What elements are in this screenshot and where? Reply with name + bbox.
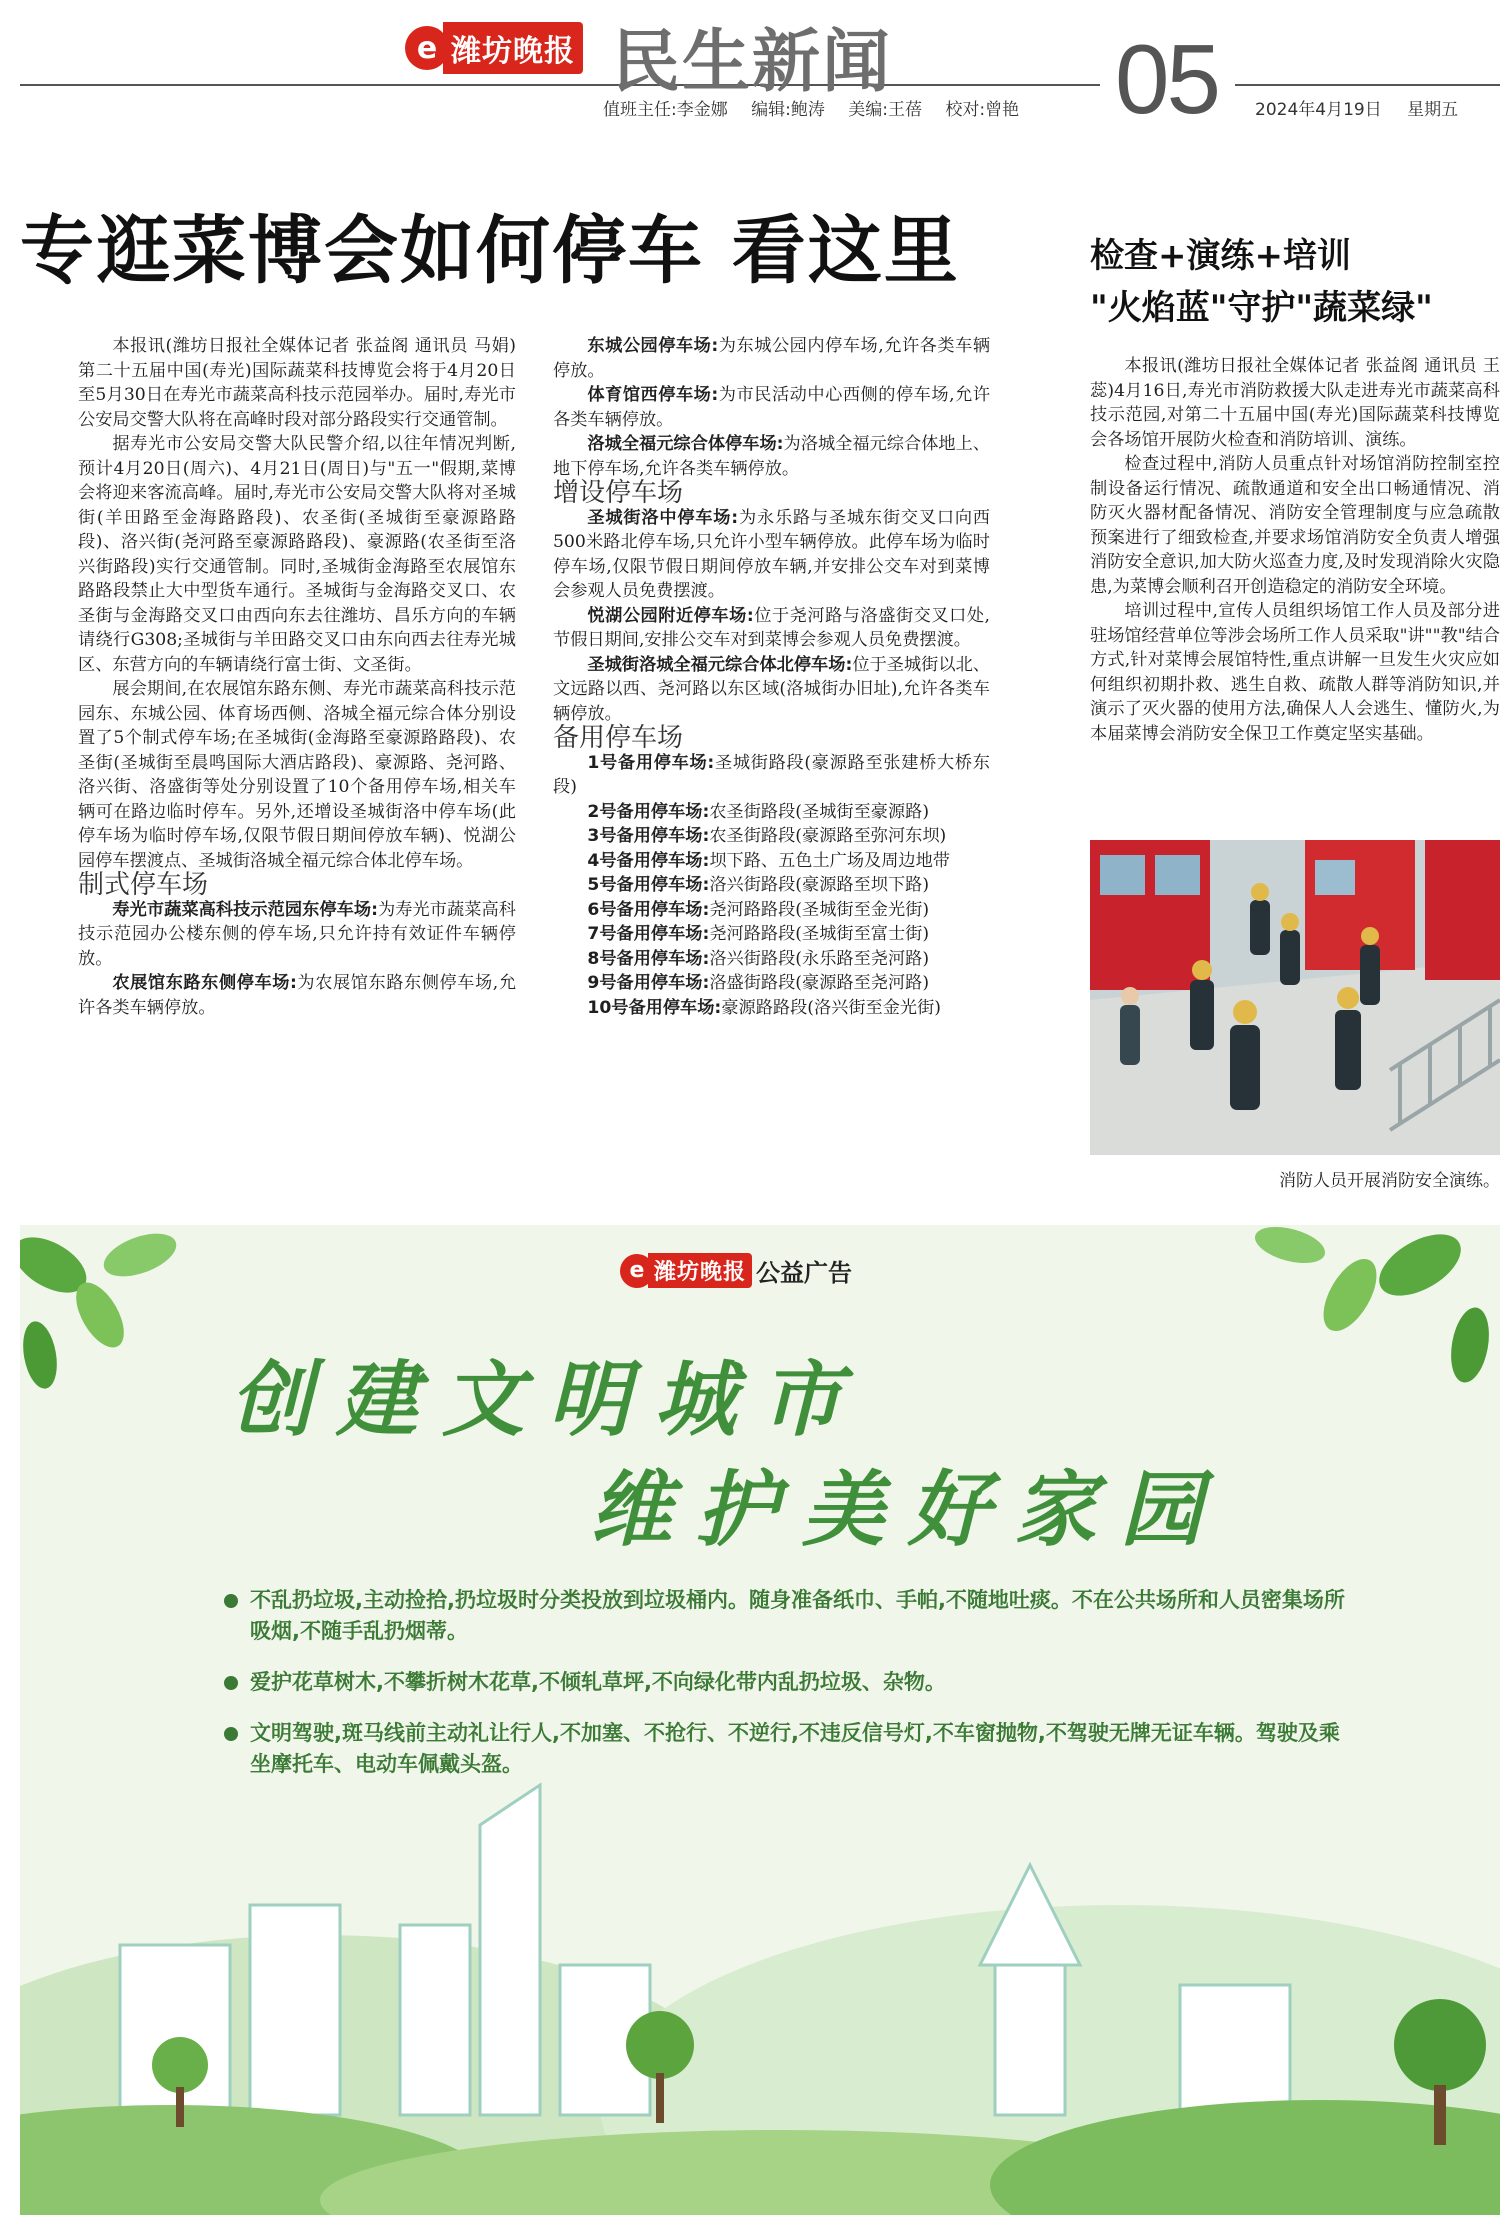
parking-desc: 坝下路、五色土广场及周边地带 — [709, 850, 950, 871]
staff-credit: 编辑:鲍涛 — [751, 100, 825, 120]
leaf-cluster-left — [20, 1225, 182, 1391]
parking-desc: 尧河路路段(圣城街至金光街) — [709, 899, 930, 920]
staff-credits — [603, 95, 1037, 120]
logo-text: 潍坊晚报 — [648, 1253, 752, 1288]
parking-name: 体育馆西停车场: — [587, 385, 719, 405]
ad-guideline-text: 文明驾驶,斑马线前主动礼让行人,不加塞、不抢行、不逆行,不违反信号灯,不车窗抛物,不驾驶无牌无证车辆。驾驶及乘坐摩托车、电动车佩戴头盔。 — [250, 1721, 1340, 1776]
ad-guideline-item — [220, 1718, 1360, 1780]
parking-entry — [553, 653, 990, 727]
parking-desc: 为寿光市蔬菜高科技示范园办公楼东侧的停车场,只允许持有效证件车辆停放。 — [78, 899, 516, 969]
side-title-line: "火焰蓝"守护"蔬菜绿" — [1090, 288, 1433, 328]
leaf-cluster-right — [1251, 1225, 1494, 1386]
bullet-icon — [224, 1727, 238, 1741]
parking-desc: 尧河路路段(圣城街至富士街) — [709, 924, 930, 944]
staff-credit: 值班主任:李金娜 — [603, 100, 728, 120]
ad-guideline-item — [220, 1585, 1360, 1647]
parking-desc: 洛盛街路段(豪源路至尧河路) — [709, 973, 930, 993]
parking-name: 7号备用停车场: — [587, 924, 710, 944]
article-column-1 — [78, 334, 516, 1020]
backup-parking-entry — [553, 922, 990, 947]
fire-drill-illustration — [1090, 840, 1500, 1155]
ad-header — [620, 1253, 852, 1288]
article-paragraph: 据寿光市公安局交警大队民警介绍,以往年情况判断,预计4月20日(周六)、4月21日(周日)与"五一"假期,菜博会将迎来客流高峰。届时,寿光市公安局交警大队将对圣城街(羊田路至金海路路段)、农圣街(圣城街至豪源路路段)、洛兴街(尧河路至豪源路路段)、豪源路(农圣街至洛兴街路段)实行交通管制。同时,圣城街金海路至农展馆东路路段禁止大中型货车通行。圣城街与金海路交叉口、农圣街与金海路交叉口由西向东去往潍坊、昌乐方向的车辆请绕行G308;圣城街与羊田路交叉口由东向西去往寿光城区、东营方向的车辆请绕行富士街、文圣街。 — [78, 434, 516, 675]
masthead — [0, 0, 1500, 134]
parking-name: 3号备用停车场: — [587, 826, 710, 846]
parking-entry — [553, 334, 990, 383]
parking-name: 圣城街洛城全福元综合体北停车场: — [587, 654, 853, 675]
staff-credit: 美编:王蓓 — [848, 100, 923, 120]
parking-desc: 位于尧河路与洛盛街交叉口处,节假日期间,安排公交车对到菜博会参观人员免费摆渡。 — [553, 605, 990, 650]
logo-mark-icon: e — [405, 26, 449, 70]
side-title-line: 检查+演练+培训 — [1090, 236, 1351, 276]
article-column-2 — [553, 334, 990, 1020]
parking-name: 8号备用停车场: — [587, 948, 710, 969]
issue-date: 2024年4月19日 — [1255, 100, 1382, 120]
parking-desc: 圣城街路段(豪源路至张建桥大桥东段) — [553, 752, 990, 797]
parking-desc: 豪源路路段(洛兴街至金光街) — [721, 997, 941, 1018]
backup-parking-entry — [553, 751, 990, 800]
ad-slogan-line-2: 维护美好家园 — [590, 1463, 1226, 1558]
parking-desc: 洛兴街路段(永乐路至尧河路) — [709, 948, 930, 969]
public-service-ad — [20, 1225, 1500, 2215]
subheading-beiyong: 备用停车场 — [553, 723, 684, 753]
parking-entry — [553, 432, 990, 481]
backup-parking-entry — [553, 873, 990, 898]
parking-name: 4号备用停车场: — [587, 850, 710, 871]
parking-name: 东城公园停车场: — [587, 336, 719, 356]
city-skyline — [20, 1785, 1500, 2215]
ad-guideline-text: 爱护花草树木,不攀折树木花草,不倾轧草坪,不向绿化带内乱扔垃圾、杂物。 — [250, 1670, 946, 1694]
backup-parking-entry — [553, 996, 990, 1021]
photo-caption: 消防人员开展消防安全演练。 — [1279, 1171, 1500, 1191]
parking-desc: 为东城公园内停车场,允许各类车辆停放。 — [553, 336, 991, 381]
backup-parking-entry — [553, 971, 990, 996]
masthead-rule-right — [1235, 84, 1500, 86]
parking-name: 6号备用停车场: — [587, 899, 710, 920]
parking-desc: 为市民活动中心西侧的停车场,允许各类车辆停放。 — [553, 385, 991, 430]
bullet-icon — [224, 1594, 238, 1608]
bullet-icon — [224, 1676, 238, 1690]
masthead-rule-left — [20, 84, 1100, 86]
subheading-zhishi: 制式停车场 — [78, 870, 209, 900]
parking-entry — [553, 506, 990, 604]
ad-guideline-text: 不乱扔垃圾,主动捡拾,扔垃圾时分类投放到垃圾桶内。随身准备纸巾、手帕,不随地吐痰。不在公共场所和人员密集场所吸烟,不随手乱扔烟蒂。 — [250, 1588, 1345, 1643]
parking-name: 洛城全福元综合体停车场: — [587, 434, 784, 454]
parking-desc: 农圣街路段(豪源路至弥河东坝) — [709, 826, 947, 846]
backup-parking-entry — [553, 947, 990, 972]
issue-weekday: 星期五 — [1407, 100, 1459, 120]
parking-desc: 位于圣城街以北、文远路以西、尧河路以东区域(洛城街办旧址),允许各类车辆停放。 — [553, 654, 990, 724]
parking-desc: 农圣街路段(圣城街至豪源路) — [709, 801, 930, 822]
page-number: 05 — [1115, 24, 1219, 134]
side-article-title — [1090, 230, 1433, 334]
side-paragraph: 培训过程中,宣传人员组织场馆工作人员及部分进驻场馆经营单位等涉会场所工作人员采取"讲""教"结合方式,针对菜博会展馆特性,重点讲解一旦发生火灾应如何组织初期扑救、逃生自救、疏散人群等消防知识,并演示了灭火器的使用方法,确保人人会逃生、懂防火,为本届菜博会消防安全保卫工作奠定坚实基础。 — [1090, 601, 1500, 744]
dateline — [1255, 95, 1478, 120]
ad-guidelines-list — [220, 1585, 1360, 1800]
parking-name: 悦湖公园附近停车场: — [587, 605, 754, 626]
side-article-body — [1090, 354, 1500, 746]
backup-parking-entry — [553, 898, 990, 923]
parking-desc: 洛兴街路段(豪源路至坝下路) — [709, 875, 930, 895]
article-paragraph: 本报讯(潍坊日报社全媒体记者 张益阁 通讯员 马娟)第二十五届中国(寿光)国际蔬菜科技博览会将于4月20日至5月30日在寿光市蔬菜高科技示范园举办。届时,寿光市公安局交警大队将在高峰时段对部分路段实行交通管制。 — [78, 336, 516, 430]
backup-parking-entry — [553, 849, 990, 874]
parking-name: 2号备用停车场: — [587, 801, 710, 822]
parking-name: 1号备用停车场: — [587, 752, 715, 773]
parking-desc: 为农展馆东路东侧停车场,允许各类车辆停放。 — [78, 973, 517, 1018]
logo-text: 潍坊晚报 — [443, 22, 583, 74]
parking-desc: 为永乐路与圣城东街交叉口向西500米路北停车场,只允许小型车辆停放。此停车场为临时停车场,仅限节假日期间停放车辆,并安排公交车对到菜博会参观人员免费摆渡。 — [553, 507, 990, 601]
fire-drill-photo — [1090, 840, 1500, 1155]
ad-guideline-item — [220, 1667, 1360, 1698]
staff-credit: 校对:曾艳 — [945, 100, 1020, 120]
backup-parking-entry — [553, 800, 990, 825]
logo-mark-icon: e — [620, 1254, 654, 1288]
ad-category-label: 公益广告 — [756, 1259, 853, 1287]
ad-slogan-line-1: 创建文明城市 — [230, 1353, 866, 1448]
parking-name: 5号备用停车场: — [587, 875, 710, 895]
parking-name: 9号备用停车场: — [587, 973, 710, 993]
parking-entry — [553, 604, 990, 653]
newspaper-logo — [405, 22, 583, 74]
side-paragraph: 本报讯(潍坊日报社全媒体记者 张益阁 通讯员 王蕊)4月16日,寿光市消防救援大队走进寿光市蔬菜高科技示范园,对第二十五届中国(寿光)国际蔬菜科技博览会各场馆开展防火检查和消防培训、演练。 — [1090, 356, 1500, 450]
parking-entry — [553, 383, 990, 432]
article-paragraph: 展会期间,在农展馆东路东侧、寿光市蔬菜高科技示范园东、东城公园、体育场西侧、洛城全福元综合体分别设置了5个制式停车场;在圣城街(金海路至豪源路路段)、农圣街(圣城街至晨鸣国际大酒店路段)、豪源路、尧河路、洛兴街、洛盛街等处分别设置了10个备用停车场,相关车辆可在路边临时停车。另外,还增设圣城街洛中停车场(此停车场为临时停车场,仅限节假日期间停放车辆)、悦湖公园停车摆渡点、圣城街洛城全福元综合体北停车场。 — [78, 679, 516, 871]
parking-name: 圣城街洛中停车场: — [587, 507, 739, 528]
backup-parking-entry — [553, 824, 990, 849]
parking-desc: 为洛城全福元综合体地上、地下停车场,允许各类车辆停放。 — [553, 434, 990, 479]
parking-name: 农展馆东路东侧停车场: — [112, 973, 297, 993]
side-paragraph: 检查过程中,消防人员重点针对场馆消防控制室控制设备运行情况、疏散通道和安全出口畅通情况、消防灭火器材配备情况、消防安全管理制度与应急疏散预案进行了细致检查,并要求场馆消防安全负责人增强消防安全意识,加大防火巡查力度,及时发现消除火灾隐患,为菜博会顺利召开创造稳定的消防安全环境。 — [1090, 454, 1500, 597]
parking-name: 10号备用停车场: — [587, 997, 722, 1018]
subheading-zengshe: 增设停车场 — [553, 478, 684, 508]
parking-entry — [78, 898, 516, 972]
parking-entry — [78, 971, 516, 1020]
parking-name: 寿光市蔬菜高科技示范园东停车场: — [112, 899, 378, 920]
main-headline: 专逛菜博会如何停车 看这里 — [20, 208, 960, 294]
section-title: 民生新闻 — [612, 22, 893, 102]
